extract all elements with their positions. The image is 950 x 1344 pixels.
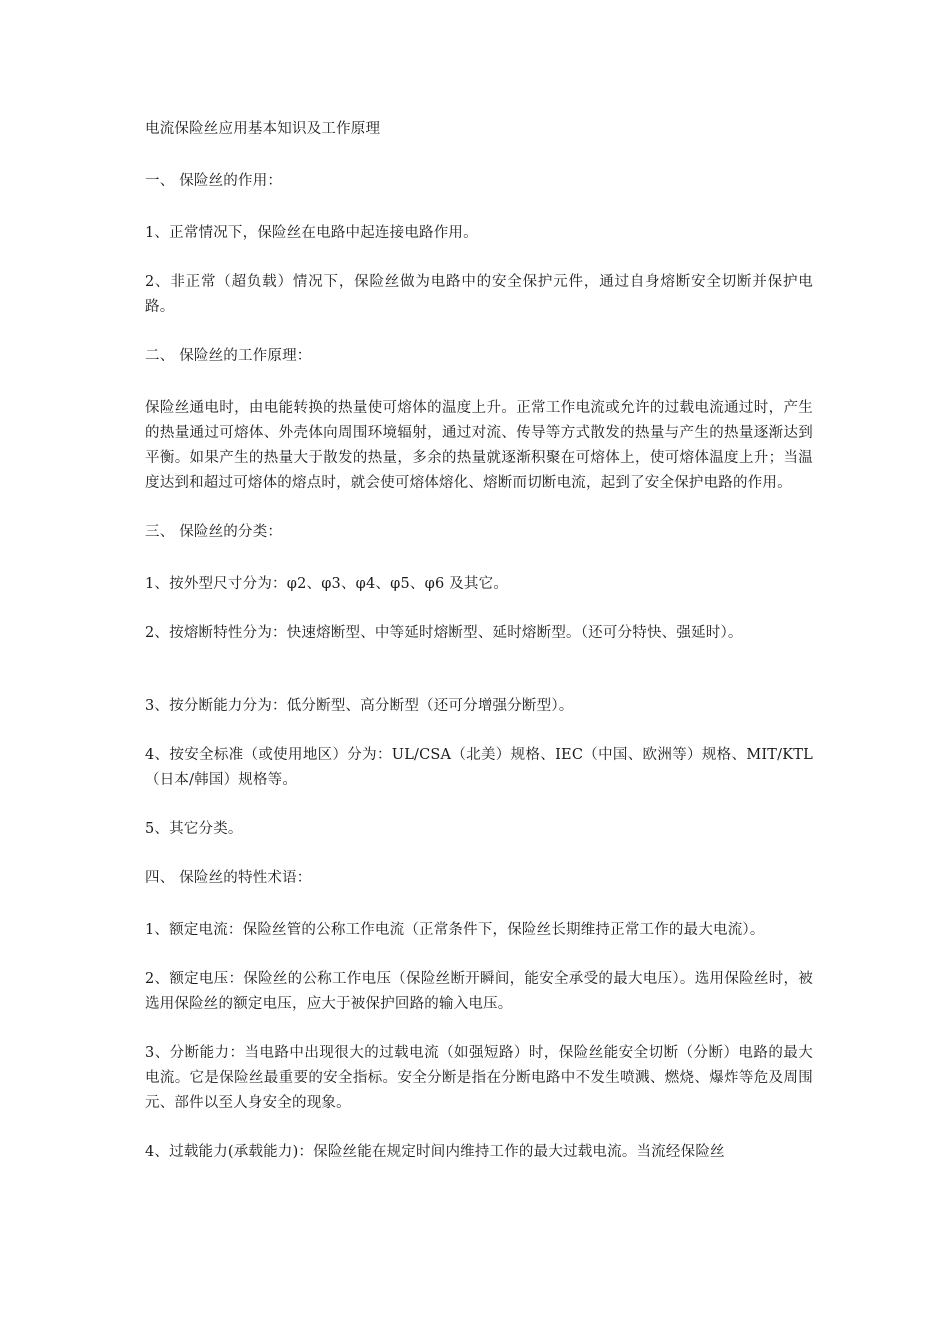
paragraph: 4、过载能力(承载能力)：保险丝能在规定时间内维持工作的最大过载电流。当流经保险丝	[145, 1144, 725, 1160]
paragraph: 2、非正常（超负载）情况下，保险丝做为电路中的安全保护元件，通过自身熔断安全切断并保护电路。	[145, 274, 813, 315]
document-body	[145, 117, 813, 1189]
paragraph: 5、其它分类。	[145, 821, 243, 837]
section-heading-principle: 二、 保险丝的工作原理：	[145, 348, 312, 364]
document-title: 电流保险丝应用基本知识及工作原理	[145, 121, 381, 137]
section-heading-terms: 四、 保险丝的特性术语：	[145, 870, 312, 886]
paragraph: 2、额定电压：保险丝的公称工作电压（保险丝断开瞬间，能安全承受的最大电压）。选用保险丝时，被选用保险丝的额定电压，应大于被保护回路的输入电压。	[145, 971, 813, 1012]
paragraph: 1、额定电流：保险丝管的公称工作电流（正常条件下，保险丝长期维持正常工作的最大电流）。	[145, 922, 765, 938]
paragraph: 4、按安全标准（或使用地区）分为：UL/CSA（北美）规格、IEC（中国、欧洲等）规格、MIT/KTL（日本/韩国）规格等。	[145, 747, 813, 788]
section-heading-classification: 三、 保险丝的分类：	[145, 524, 283, 540]
paragraph: 3、按分断能力分为：低分断型、高分断型（还可分增强分断型）。	[145, 698, 574, 714]
paragraph: 2、按熔断特性分为：快速熔断型、中等延时熔断型、延时熔断型。（还可分特快、强延时）。	[145, 625, 743, 641]
paragraph: 保险丝通电时，由电能转换的热量使可熔体的温度上升。正常工作电流或允许的过载电流通过时，产生的热量通过可熔体、外壳体向周围环境辐射，通过对流、传导等方式散发的热量与产生的热量逐渐达到平衡。如果产生的热量大于散发的热量，多余的热量就逐渐积聚在可熔体上，使可熔体温度上升；当温度达到和超过可熔体的熔点时，就会使可熔体熔化、熔断而切断电流，起到了安全保护电路的作用。	[145, 400, 813, 491]
paragraph: 1、按外型尺寸分为：φ2、φ3、φ4、φ5、φ6 及其它。	[145, 576, 509, 592]
section-heading-function: 一、 保险丝的作用：	[145, 173, 283, 189]
paragraph: 1、正常情况下，保险丝在电路中起连接电路作用。	[145, 225, 478, 241]
paragraph: 3、分断能力：当电路中出现很大的过载电流（如强短路）时，保险丝能安全切断（分断）电路的最大电流。它是保险丝最重要的安全指标。安全分断是指在分断电路中不发生喷溅、燃烧、爆炸等危及周围元、部件以至人身安全的现象。	[145, 1045, 813, 1111]
